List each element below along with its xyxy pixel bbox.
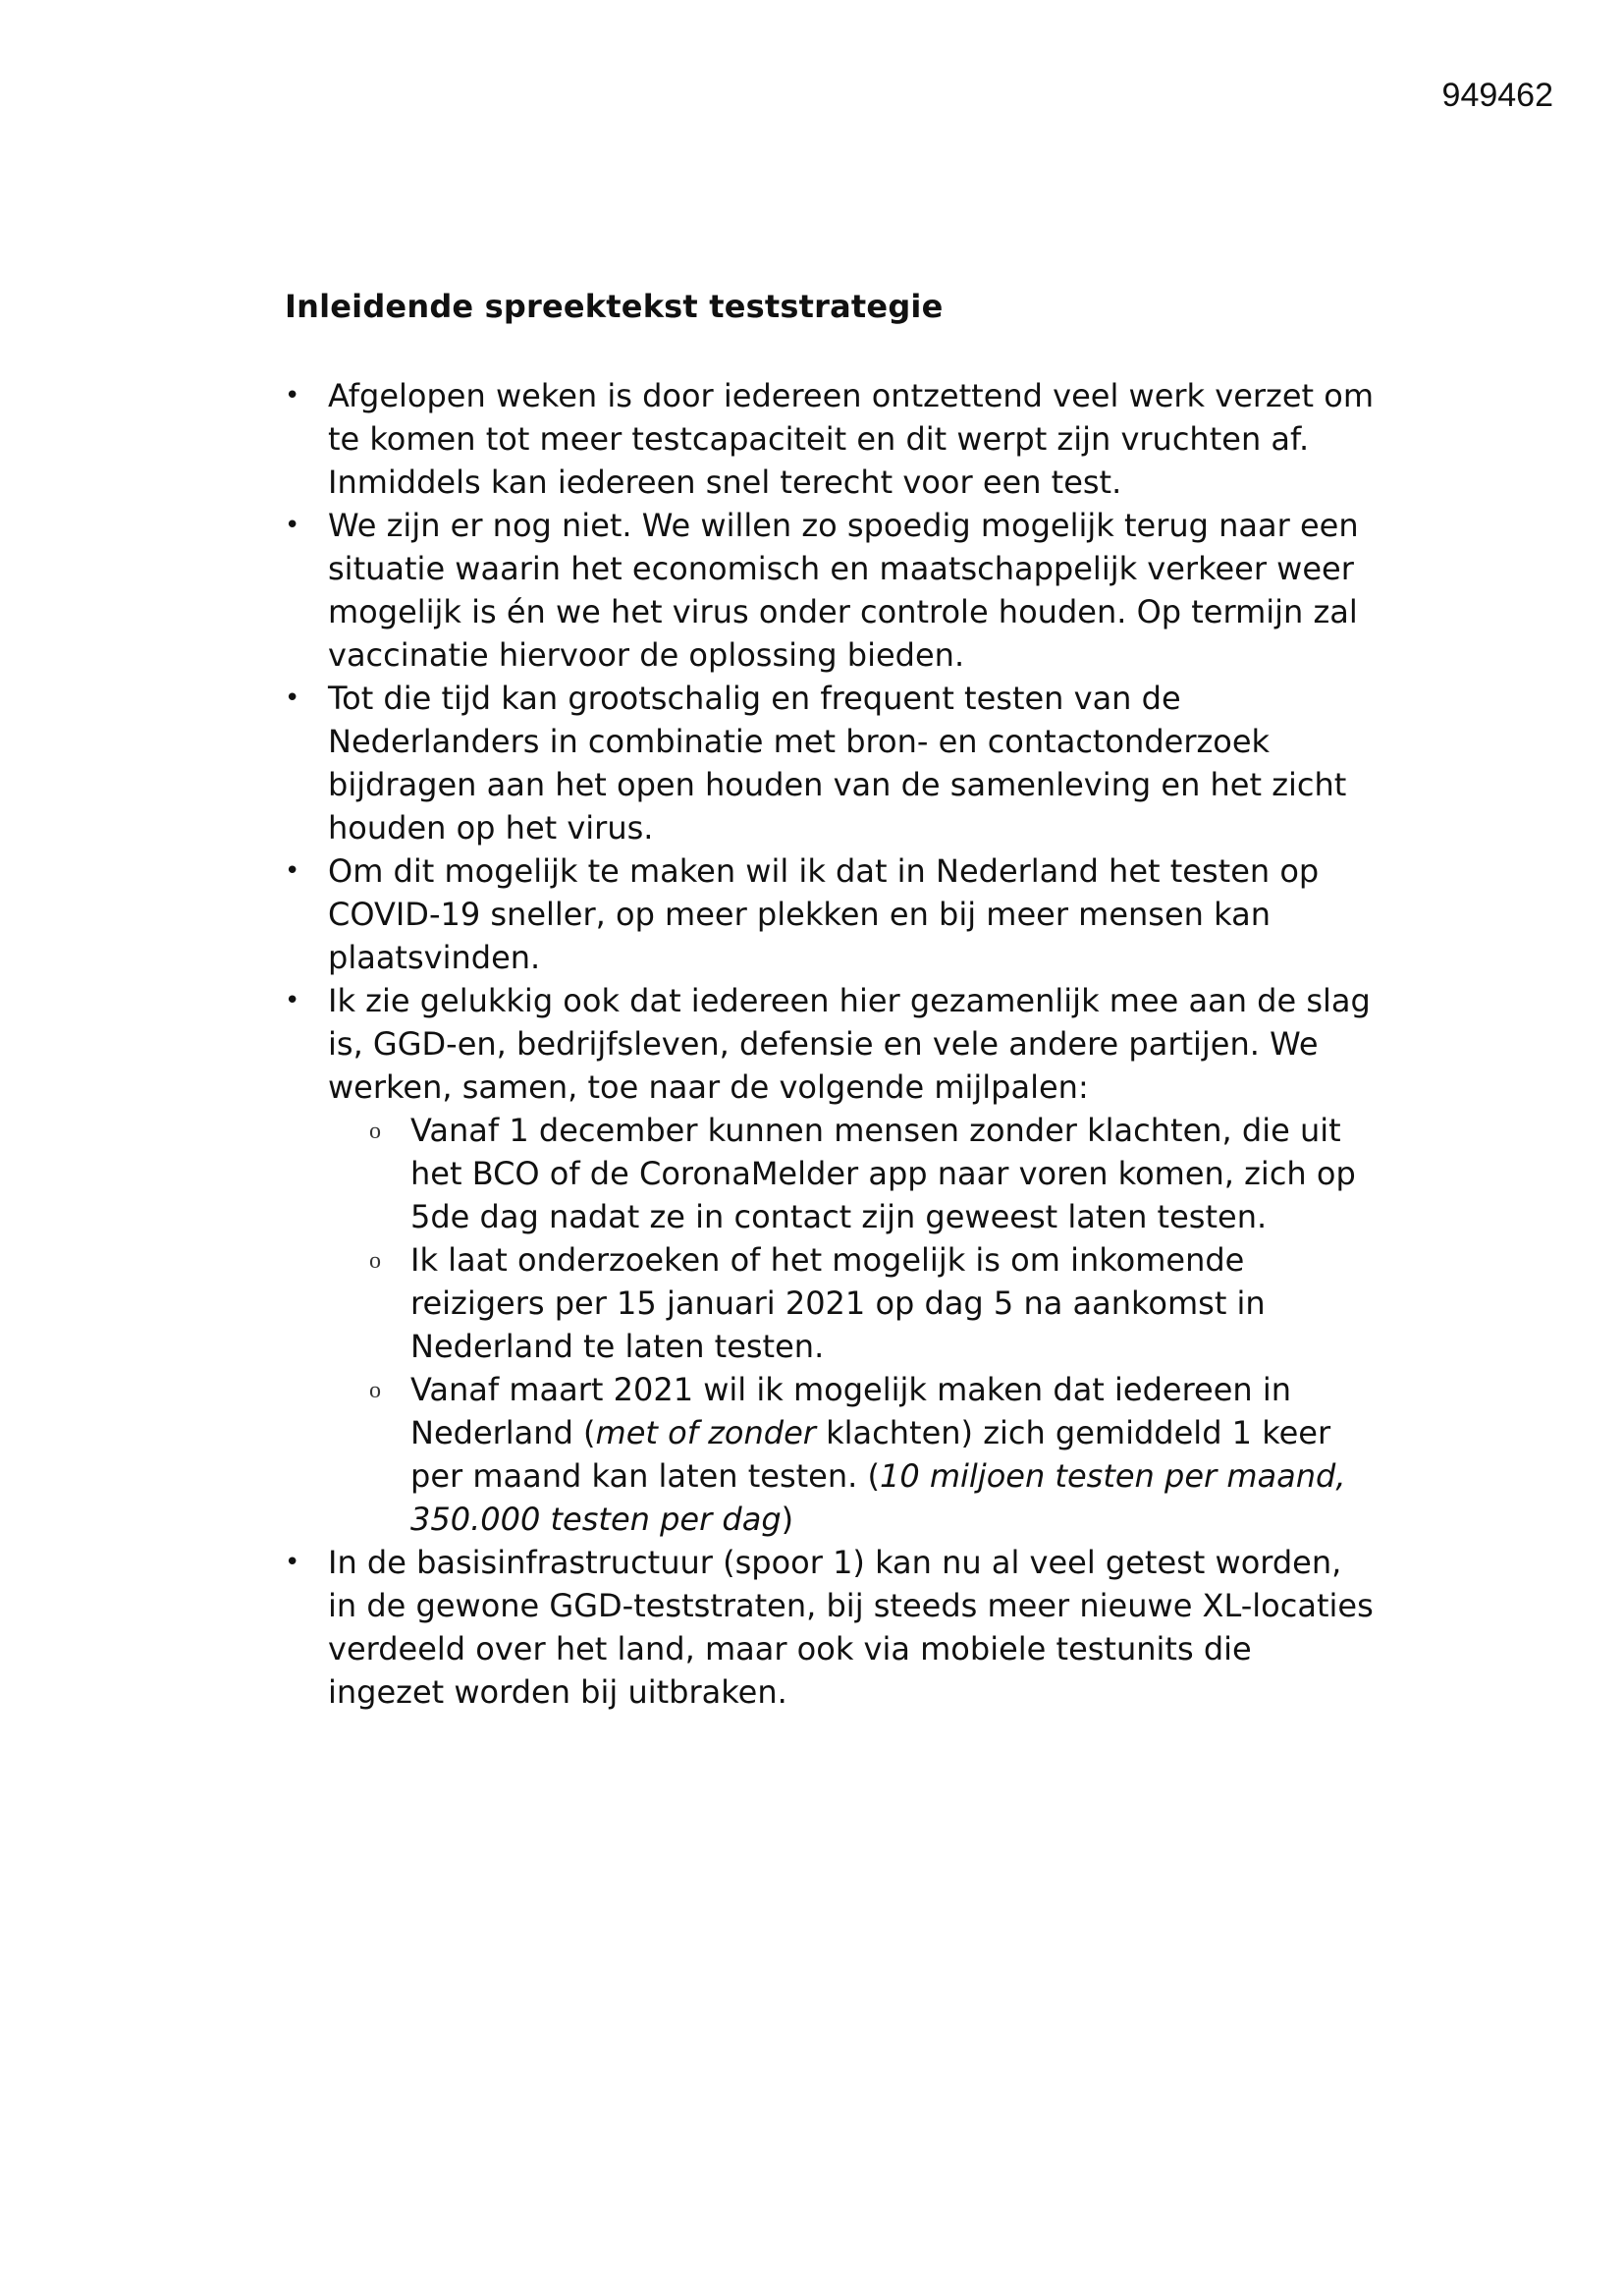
list-item-text: Ik zie gelukkig ook dat iedereen hier gezamenlijk mee aan de slag is, GGD-en, bedrijfsleven, defensie en vele andere partijen. We werken, samen, toe naar de volgende mijlpalen: <box>328 982 1371 1106</box>
list-item <box>285 374 1375 504</box>
circle-bullet-icon: o <box>369 1378 381 1403</box>
milestone-item <box>285 1368 1375 1541</box>
bullet-icon: • <box>285 986 300 1015</box>
list-item-text: In de basisinfrastructuur (spoor 1) kan nu al veel getest worden, in de gewone GGD-teststraten, bij steeds meer nieuwe XL-locaties verdeeld over het land, maar ook via mobiele testunits die ingezet worden bij uitbraken. <box>328 1544 1374 1711</box>
list-item-text: Om dit mogelijk te maken wil ik dat in Nederland het testen op COVID-19 sneller, op meer plekken en bij meer mensen kan plaatsvinden. <box>328 852 1320 976</box>
milestone-text-part: Vanaf maart 2021 wil ik mogelijk maken dat iedereen in Nederland ( <box>410 1371 1292 1451</box>
list-item <box>285 849 1375 979</box>
circle-bullet-icon: o <box>369 1119 381 1144</box>
milestone-item <box>285 1238 1375 1368</box>
milestone-text: Ik laat onderzoeken of het mogelijk is om inkomende reizigers per 15 januari 2021 op dag 5 na aankomst in Nederland te laten testen. <box>410 1241 1266 1365</box>
bullet-icon: • <box>285 683 300 713</box>
bullet-list <box>285 1541 1375 1714</box>
milestone-item <box>285 1109 1375 1238</box>
milestone-text: Vanaf 1 december kunnen mensen zonder klachten, die uit het BCO of de CoronaMelder app naar voren komen, zich op 5de dag nadat ze in contact zijn geweest laten testen. <box>410 1112 1356 1235</box>
list-item-text: Tot die tijd kan grootschalig en frequent testen van de Nederlanders in combinatie met bron- en contactonderzoek bijdragen aan het open houden van de samenleving en het zicht houden op het virus. <box>328 680 1347 847</box>
list-item <box>285 504 1375 677</box>
list-item <box>285 1541 1375 1714</box>
milestone-italic-text: 10 miljoen testen per maand, 350.000 testen per dag <box>410 1457 1346 1538</box>
list-item-text: We zijn er nog niet. We willen zo spoedig mogelijk terug naar een situatie waarin het economisch en maatschappelijk verkeer weer mogelijk is én we het virus onder controle houden. Op termijn zal vaccinatie hiervoor de oplossing bieden. <box>328 507 1359 674</box>
bullet-icon: • <box>285 1548 300 1577</box>
milestone-text <box>410 1371 1345 1538</box>
circle-bullet-icon: o <box>369 1248 381 1274</box>
bullet-list <box>285 374 1375 1109</box>
list-item <box>285 979 1375 1109</box>
list-item <box>285 677 1375 849</box>
milestone-text-part: klachten) zich gemiddeld 1 keer per maand kan laten testen. ( <box>410 1414 1331 1495</box>
milestone-italic-text: met of zonder <box>595 1414 816 1451</box>
milestone-list <box>285 1109 1375 1541</box>
document-number: 949462 <box>1441 77 1553 114</box>
list-item-text: Afgelopen weken is door iedereen ontzettend veel werk verzet om te komen tot meer testcapaciteit en dit werpt zijn vruchten af. Inmiddels kan iedereen snel terecht voor een test. <box>328 377 1374 501</box>
milestone-text-part: ) <box>781 1501 794 1538</box>
bullet-icon: • <box>285 856 300 886</box>
page-title: Inleidende spreektekst teststrategie <box>285 288 944 325</box>
bullet-icon: • <box>285 381 300 410</box>
document-body <box>285 280 1375 1714</box>
bullet-icon: • <box>285 511 300 540</box>
